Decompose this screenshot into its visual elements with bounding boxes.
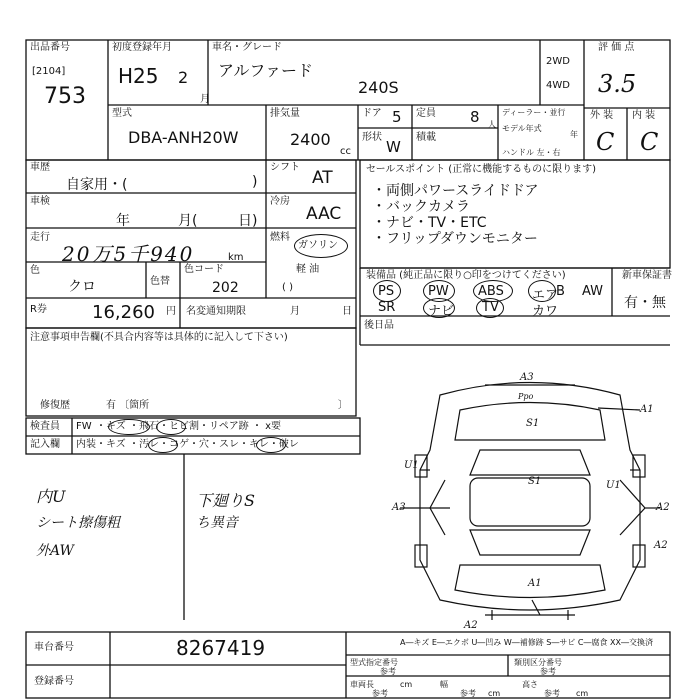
equip-circle xyxy=(373,280,401,302)
mileage-value: 20万5千940 xyxy=(62,242,195,266)
ext-label: 外 装 xyxy=(590,110,614,121)
damage-label: A1 xyxy=(528,578,542,589)
dealer-label: ディーラー・並行 xyxy=(502,108,566,117)
damage-label: U1 xyxy=(606,480,621,491)
hand-note: 外AW xyxy=(36,543,74,559)
length-label: 車両長 xyxy=(350,680,374,689)
cert-label: 型式指定番号 xyxy=(350,658,398,667)
reg-no-label: 登録番号 xyxy=(34,676,74,687)
ext-grade: C xyxy=(596,128,615,156)
recycle-unit: 円 xyxy=(166,306,176,317)
reg-label: 初度登録年月 xyxy=(112,42,172,53)
width-label: 幅 xyxy=(440,680,448,689)
hand-note: 内U xyxy=(36,487,66,506)
sales-item: ・ナビ・TV・ETC xyxy=(372,215,487,231)
history-label: 車歴 xyxy=(30,162,50,173)
recycle-label: R券 xyxy=(30,304,47,315)
tax-day: 日 xyxy=(342,306,352,317)
handle-label: ハンドル 左・右 xyxy=(502,148,561,157)
equip-abs: ABS xyxy=(478,284,504,299)
color-code-value: 202 xyxy=(212,280,239,296)
warranty-label: 新車保証書 xyxy=(622,270,672,281)
damage-label: A1 xyxy=(640,404,654,415)
score-value: 3.5 xyxy=(598,70,637,98)
inspector-interior: 内装 xyxy=(76,439,96,450)
inspector-int-items: ・キズ ・汚レ・コゲ・穴・スレ・キレ・破レ xyxy=(96,439,299,450)
length-unit: cm xyxy=(400,680,413,689)
hand-note: ち異音 xyxy=(196,515,238,531)
mileage-label: 走行 xyxy=(30,232,50,243)
tax-month: 月 xyxy=(290,306,300,317)
recycle-value: 16,260 xyxy=(92,302,155,323)
grade: 240S xyxy=(358,78,399,97)
equip-aw: AW xyxy=(582,284,604,299)
sales-item: ・フリップダウンモニター xyxy=(372,231,538,247)
damage-label: A2 xyxy=(656,502,670,513)
disp-label: 排気量 xyxy=(270,108,300,119)
inspection-month: 月( xyxy=(178,213,198,229)
color-gen-label: 色替 xyxy=(150,276,170,287)
year-suffix: 年 xyxy=(570,130,578,139)
sales-title: セールスポイント (正常に機能するものに限ります) xyxy=(366,164,597,175)
class-ref: 参考 xyxy=(540,667,556,676)
inspection-day: 日) xyxy=(238,213,258,229)
repair-close: 〕 xyxy=(338,400,348,411)
shape-label: 形状 xyxy=(362,132,382,143)
int-grade: C xyxy=(640,128,659,156)
tax-label: 名変通知期限 xyxy=(186,306,246,317)
inspection-label: 車検 xyxy=(30,196,50,207)
load-label: 積載 xyxy=(416,132,436,143)
history-close: ) xyxy=(252,174,258,190)
capacity-value: 8 xyxy=(470,108,480,126)
fuel-diesel: 軽 油 xyxy=(296,264,320,275)
equip-pw: PW xyxy=(428,284,449,299)
width-ref: 参考 xyxy=(460,689,476,698)
inspector-circle xyxy=(108,419,150,435)
damage-label: A2 xyxy=(654,540,668,551)
chassis-label: 車台番号 xyxy=(34,642,74,653)
model-year-label: モデル年式 xyxy=(502,124,542,133)
name-label: 車名・グレード xyxy=(212,42,282,53)
inspector-label2: 記入欄 xyxy=(30,439,60,450)
width-unit: cm xyxy=(488,689,501,698)
length-ref: 参考 xyxy=(372,689,388,698)
hand-note: シート擦傷粗 xyxy=(36,515,120,531)
fuel-label: 燃料 xyxy=(270,232,290,243)
repair-value: 有 〔箇所 xyxy=(106,400,150,411)
damage-label: S1 xyxy=(526,418,540,429)
sales-item: ・両側パワースライドドア xyxy=(372,183,539,199)
aircon-value: AAC xyxy=(306,204,342,224)
inspection-year: 年 xyxy=(116,213,130,229)
capacity-label: 定員 xyxy=(416,108,436,119)
sales-item: ・バックカメラ xyxy=(372,199,470,215)
car-name: アルファード xyxy=(218,61,314,80)
aircon-label: 冷房 xyxy=(270,196,290,207)
damage-label: S1 xyxy=(528,476,542,487)
equip-leather: カワ xyxy=(532,304,559,319)
fuel-selected-circle xyxy=(294,234,348,258)
cert-ref: 参考 xyxy=(380,667,396,676)
damage-label: A3 xyxy=(392,502,406,513)
doors-value: 5 xyxy=(392,108,402,126)
chassis-value: 8267419 xyxy=(176,636,266,660)
reg-month: 2 xyxy=(178,68,189,87)
damage-label: A3 xyxy=(520,372,534,383)
damage-label: U1 xyxy=(404,460,419,471)
equip-circle xyxy=(423,298,455,318)
equip-tv: TV xyxy=(482,300,499,315)
mileage-unit: km xyxy=(228,252,244,263)
color-value: クロ xyxy=(68,279,96,295)
doors-label: ドア xyxy=(362,108,382,119)
equipment-title: 装備品 (純正品に限り○印をつけてください) xyxy=(366,270,566,281)
height-ref: 参考 xyxy=(544,689,560,698)
equip-sr: SR xyxy=(378,300,396,315)
lot-label: 出品番号 xyxy=(30,42,70,53)
model-label: 型式 xyxy=(112,108,132,119)
equip-navi: ナビ xyxy=(428,304,455,319)
equip-air: エア xyxy=(532,288,559,303)
damage-label: Ppo xyxy=(518,392,534,401)
height-unit: cm xyxy=(576,689,589,698)
drive-2wd: 2WD xyxy=(546,56,570,67)
shape-value: W xyxy=(386,138,401,156)
report-label: 注意事項申告欄(不具合内容等は具体的に記入して下さい) xyxy=(30,332,288,343)
height-label: 高さ xyxy=(522,680,538,689)
inspector-fw-items: ・キズ ・飛石・ヒビ割・リペア跡 ・ x要 xyxy=(96,421,282,432)
damage-label: A2 xyxy=(464,620,478,631)
int-label: 内 装 xyxy=(632,110,656,121)
later-items-label: 後日品 xyxy=(364,320,394,331)
inspector-circle xyxy=(156,419,186,435)
reg-month-unit: 月 xyxy=(200,94,210,105)
color-label: 色 xyxy=(30,265,40,276)
inspector-circle xyxy=(256,437,286,453)
equip-circle xyxy=(528,280,559,303)
hand-note: 下廻りS xyxy=(196,491,255,510)
capacity-unit: 人 xyxy=(488,120,496,129)
fuel-gasoline: ガソリン xyxy=(298,240,338,251)
equip-b: B xyxy=(556,284,565,299)
score-label: 評 価 点 xyxy=(598,42,635,53)
model-code: DBA-ANH20W xyxy=(128,128,239,147)
equip-ps: PS xyxy=(378,284,395,299)
equip-circle xyxy=(476,298,504,318)
reg-era-year: H25 xyxy=(118,64,159,88)
disp-unit: cc xyxy=(340,146,351,157)
inspector-label1: 検査員 xyxy=(30,421,60,432)
color-code-label: 色コード xyxy=(184,264,224,275)
disp-value: 2400 xyxy=(290,130,331,149)
lot-code: [2104] xyxy=(32,66,66,77)
drive-4wd: 4WD xyxy=(546,80,570,91)
lot-number: 753 xyxy=(44,84,86,109)
warranty-value: 有・無 xyxy=(624,295,666,311)
inspector-circle xyxy=(148,437,178,453)
legend: A―キズ E―エクボ U―凹み W―補修跡 S―サビ C―腐食 XX―交換済 xyxy=(400,638,654,647)
history-value: 自家用・( xyxy=(66,177,128,193)
repair-label: 修復歴 xyxy=(40,400,70,411)
shift-value: AT xyxy=(312,168,333,188)
class-label: 類別区分番号 xyxy=(514,658,562,667)
fuel-paren: ( ) xyxy=(282,282,293,293)
inspector-fw: FW xyxy=(76,421,92,432)
shift-label: シフト xyxy=(270,162,300,173)
